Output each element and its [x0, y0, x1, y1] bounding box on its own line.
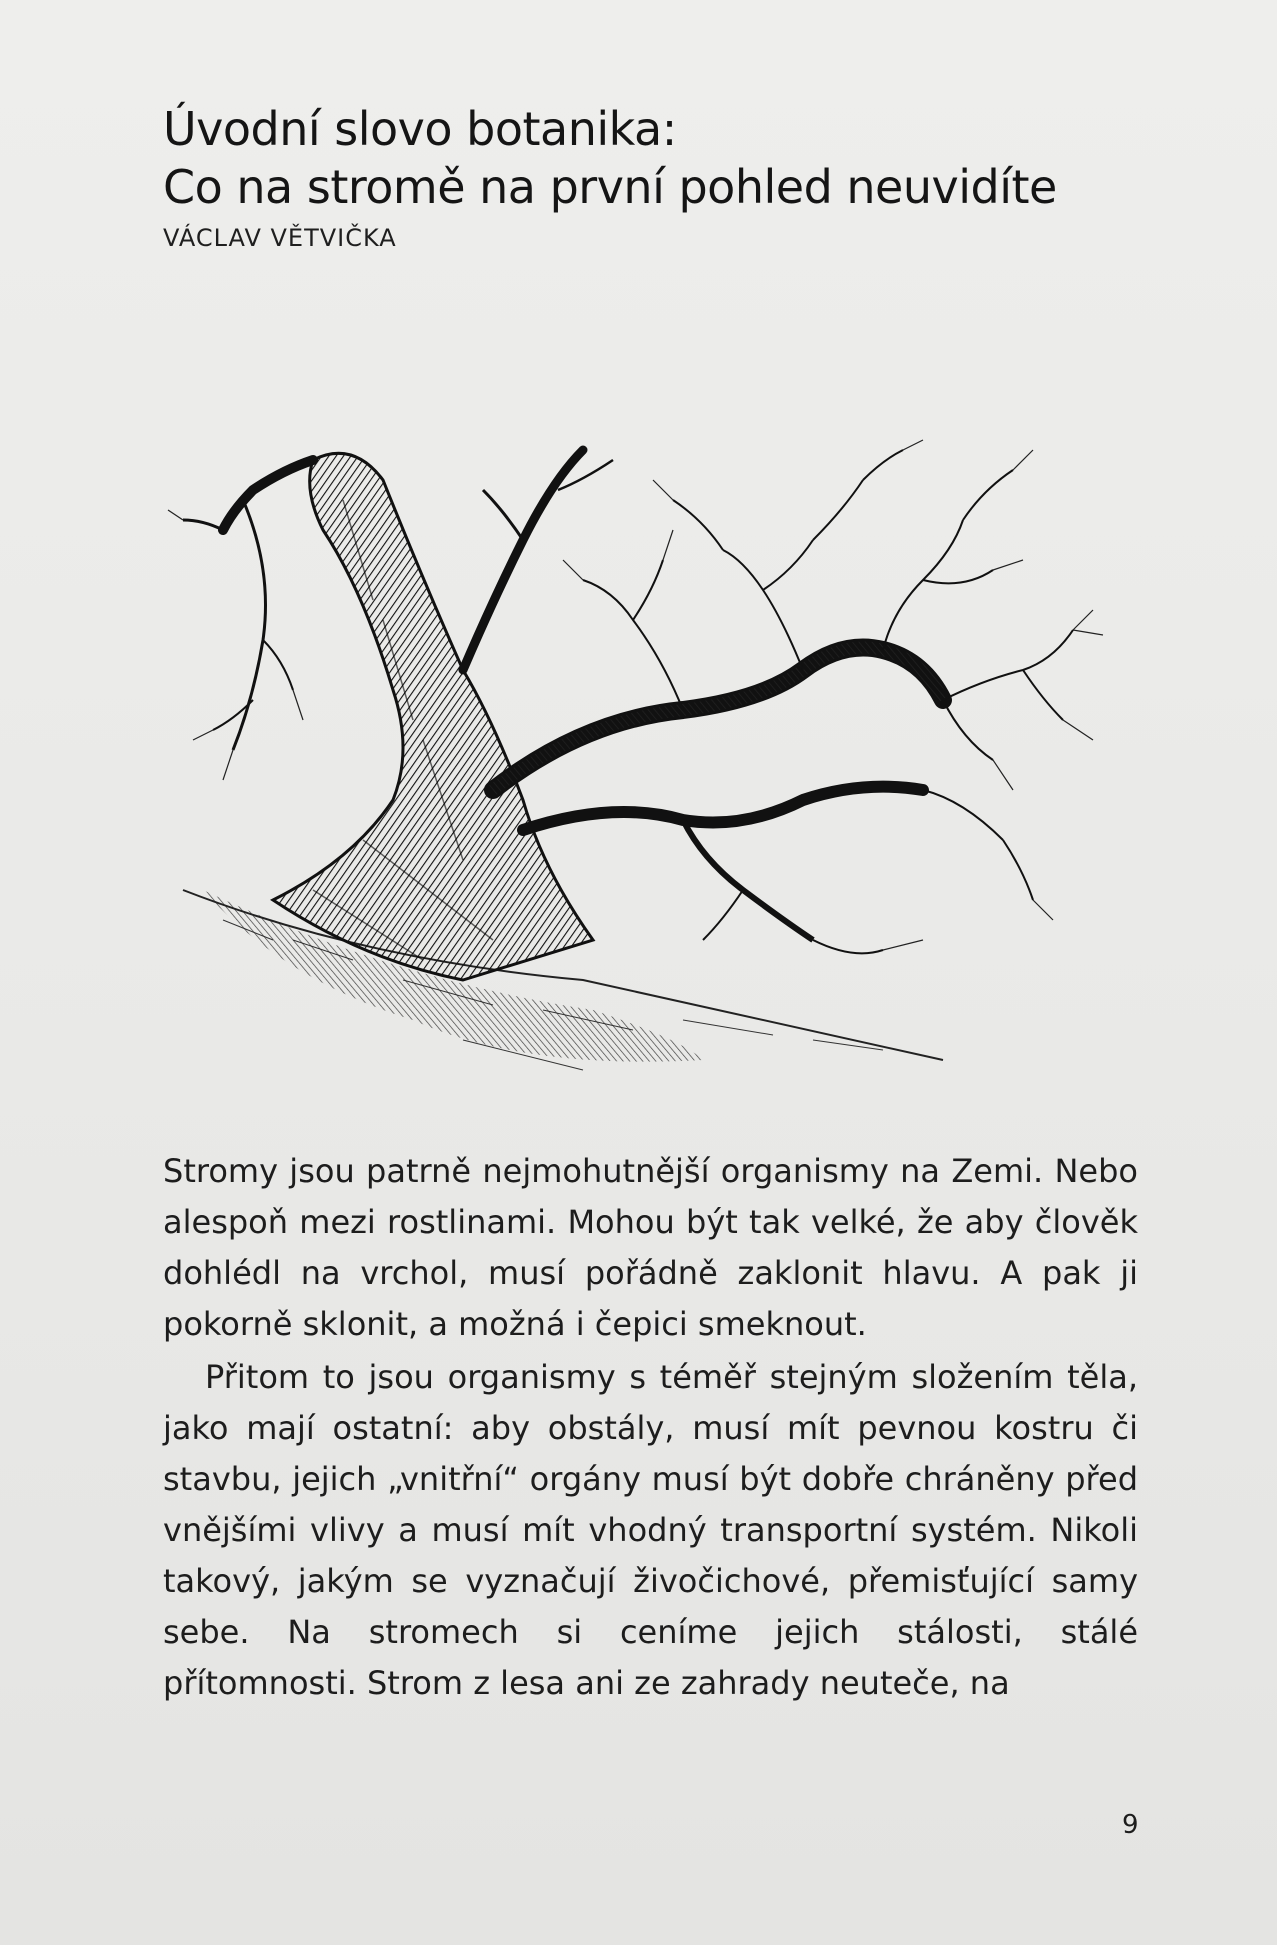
chapter-title — [163, 100, 1163, 216]
chapter-title-line-2: Co na stromě na první pohled neuvidíte — [163, 160, 1057, 214]
author-name: VÁCLAV VĚTVIČKA — [163, 224, 397, 252]
page-number: 9 — [1122, 1810, 1139, 1840]
paragraph-2: Přitom to jsou organismy s téměř stejným složením těla, jako mají ostatní: aby obstály, musí mít pevnou kostru či stavbu, jejich „vnitřní“ orgány musí být dobře chráněny před vnějšími vlivy a musí mít vhodný transportní systém. Nikoli takový, jakým se vyznačují živočichové, přemisťující samy sebe. Na stromech si ceníme jejich stálosti, stálé přítomnosti. Strom z lesa ani ze zahrady neuteče, na — [163, 1358, 1138, 1702]
tree-drawing-icon — [163, 420, 1143, 1110]
chapter-body — [163, 1146, 1138, 1709]
tree-illustration — [163, 420, 1143, 1110]
chapter-title-line-1: Úvodní slovo botanika: — [163, 102, 677, 156]
paragraph-1: Stromy jsou patrně nejmohutnější organismy na Zemi. Nebo alespoň mezi rostlinami. Mohou být tak velké, že aby člověk dohlédl na vrchol, musí pořádně zaklonit hlavu. A pak ji pokorně sklonit, a možná i čepici smeknout. — [163, 1152, 1138, 1343]
